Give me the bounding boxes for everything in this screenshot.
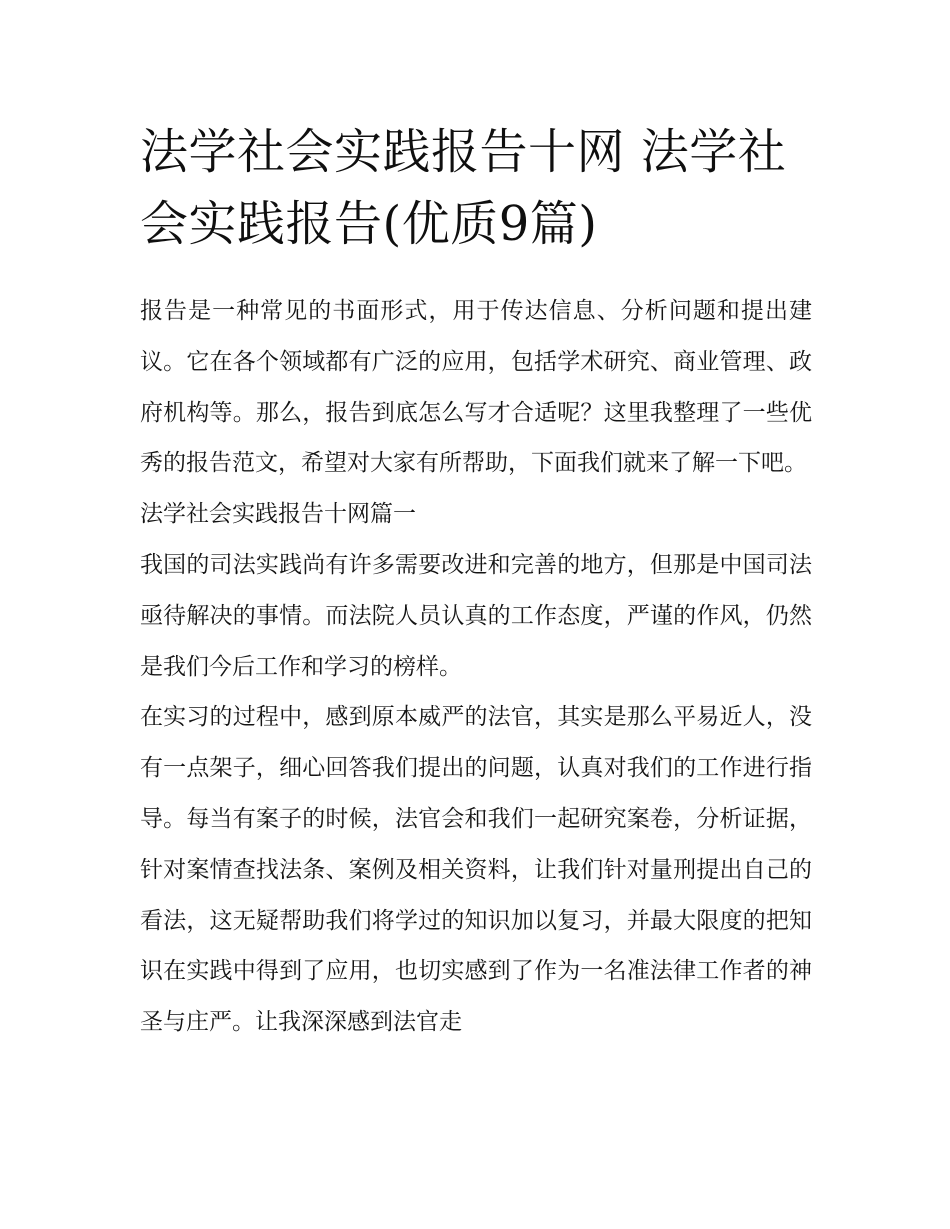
body-paragraph: 我国的司法实践尚有许多需要改进和完善的地方，但那是中国司法亟待解决的事情。而法院人员认真的工作态度，严谨的作风，仍然是我们今后工作和学习的榜样。 bbox=[140, 551, 812, 680]
body-paragraph: 在实习的过程中，感到原本威严的法官，其实是那么平易近人，没有一点架子，细心回答我们提出的问题，认真对我们的工作进行指导。每当有案子的时候，法官会和我们一起研究案卷，分析证据，针对案情查找法条、案例及相关资料，让我们针对量刑提出自己的看法，这无疑帮助我们将学过的知识加以复习，并最大限度的把知识在实践中得到了应用，也切实感到了作为一名准法律工作者的神圣与庄严。让我深深感到法官走 bbox=[140, 704, 812, 1036]
section-heading: 法学社会实践报告十网篇一 bbox=[140, 501, 416, 528]
document-body bbox=[140, 116, 812, 1048]
document-title: 法学社会实践报告十网 法学社会实践报告(优质9篇) bbox=[140, 124, 787, 252]
intro-paragraph: 报告是一种常见的书面形式，用于传达信息、分析问题和提出建议。它在各个领域都有广泛的应用，包括学术研究、商业管理、政府机构等。那么，报告到底怎么写才合适呢？这里我整理了一些优秀的报告范文，希望对大家有所帮助，下面我们就来了解一下吧。 bbox=[140, 298, 812, 477]
